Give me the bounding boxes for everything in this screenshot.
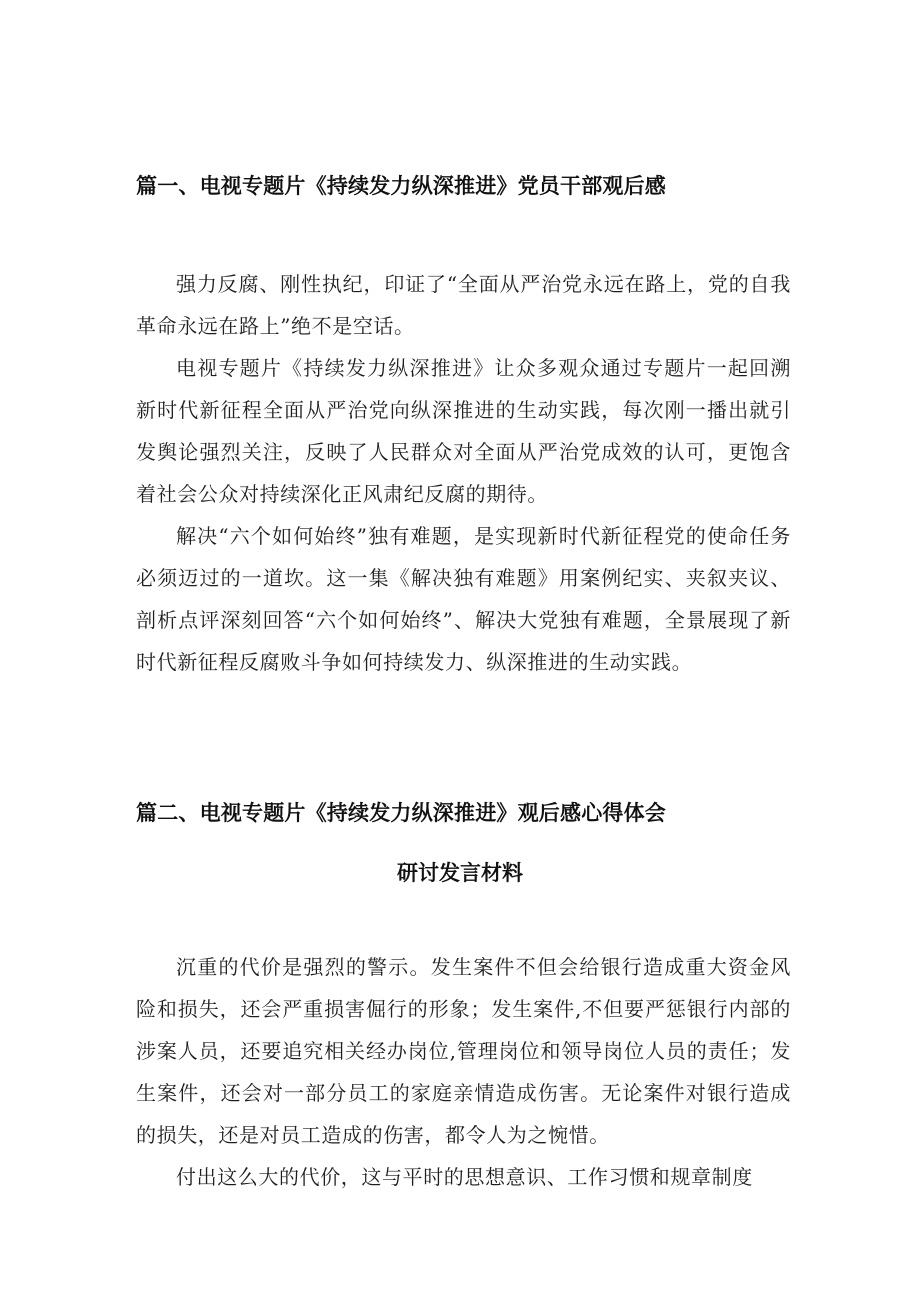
section-2-title: 篇二、电视专题片《持续发力纵深推进》观后感心得体会: [136, 801, 666, 825]
section-2-subtitle: 研讨发言材料: [397, 861, 523, 885]
section-1-title: 篇一、电视专题片《持续发力纵深推进》党员干部观后感: [136, 174, 666, 198]
section-1-paragraph-3: 解决“六个如何始终”独有难题，是实现新时代新征程党的使命任务必须迈过的一道坎。这一集《解决独有难题》用案例纪实、夹叙夹议、剖析点评深刻回答“六个如何始终”、解决大党独有难题，全景展现了新时代新征程反腐败斗争如何持续发力、纵深推进的生动实践。: [136, 524, 791, 674]
section-1-paragraph-2: 电视专题片《持续发力纵深推进》让众多观众通过专题片一起回溯新时代新征程全面从严治党向纵深推进的生动实践，每次刚一播出就引发舆论强烈关注，反映了人民群众对全面从严治党成效的认可，更饱含着社会公众对持续深化正风肃纪反腐的期待。: [136, 356, 791, 506]
section-2-paragraph-1: 沉重的代价是强烈的警示。发生案件不但会给银行造成重大资金风险和损失，还会严重损害倔行的形象；发生案件,不但要严惩银行内部的涉案人员，还要追究相关经办岗位,管理岗位和领导岗位人员的责任；发生案件，还会对一部分员工的家庭亲情造成伤害。无论案件对银行造成的损失，还是对员工造成的伤害，都令人为之惋惜。: [136, 955, 791, 1147]
section-1-paragraph-1: 强力反腐、刚性执纪，印证了“全面从严治党永远在路上，党的自我革命永远在路上”绝不是空话。: [136, 272, 791, 338]
section-2-paragraph-2: 付出这么大的代价，这与平时的思想意识、工作习惯和规章制度: [176, 1165, 753, 1189]
